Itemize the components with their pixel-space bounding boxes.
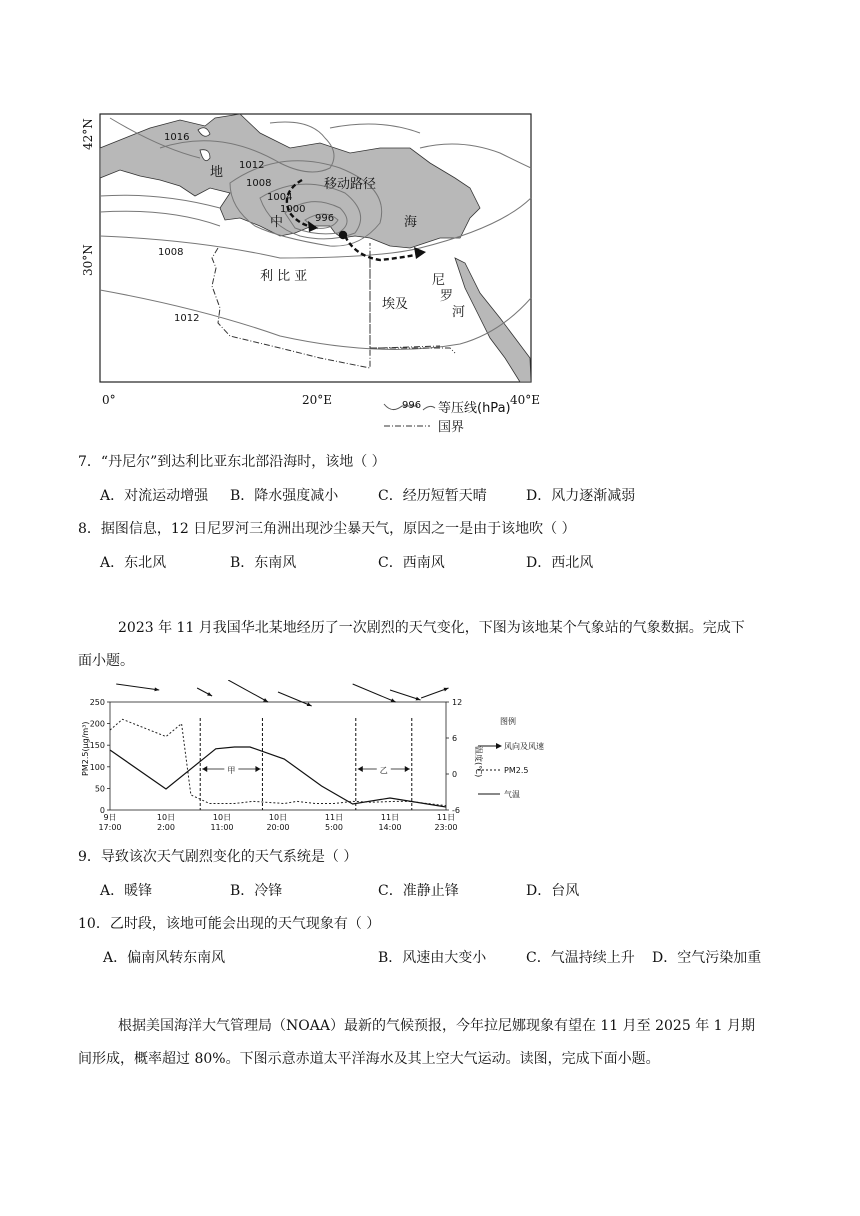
- period-arrow: [202, 766, 207, 772]
- isobar-label: 1000: [280, 204, 306, 215]
- period-arrow: [405, 766, 410, 772]
- isobar-label: 1012: [239, 160, 265, 171]
- x-tick-day: 10日: [212, 813, 232, 822]
- wind-arrow: [116, 684, 159, 690]
- label-zhong: 中: [270, 215, 284, 230]
- mediterranean-map: [80, 108, 550, 438]
- q10-option-a[interactable]: A．偏南风转东南风: [103, 950, 226, 966]
- label-nile: 罗: [440, 289, 454, 304]
- lat-label: 42°N: [81, 118, 95, 150]
- question-7: 7．“丹尼尔”到达利比亚东北部沿海时，该地（ ）: [78, 454, 386, 470]
- y-tick-label: 100: [89, 762, 105, 772]
- label-egypt: 埃及: [382, 297, 409, 312]
- q10-option-c[interactable]: C．气温持续上升: [526, 950, 635, 966]
- y2-tick-label: 0: [452, 770, 458, 779]
- y2-tick-label: 6: [452, 734, 458, 743]
- y-tick-label: 50: [94, 784, 105, 794]
- chart-series: [110, 719, 446, 807]
- intro-paragraph-3-line1: 根据美国海洋大气管理局（NOAA）最新的气候预报，今年拉尼娜现象有望在 11 月至 2025 年 1 月期: [118, 1018, 755, 1034]
- lon-label: 40°E: [510, 393, 541, 407]
- label-nile: 尼: [432, 273, 446, 288]
- x-tick-time: 20:00: [266, 823, 290, 832]
- lon-label: 0°: [102, 393, 116, 407]
- q8-option-c[interactable]: C．西南风: [378, 555, 445, 571]
- q9-option-c[interactable]: C．准静止锋: [378, 883, 459, 899]
- label-path: 移动路径: [324, 177, 377, 192]
- period-arrow: [358, 766, 363, 772]
- pm25-axis-title: PM2.5(μg/m³): [81, 721, 90, 776]
- q8-option-b[interactable]: B．东南风: [230, 555, 297, 571]
- period-arrow: [255, 766, 260, 772]
- wind-arrow: [278, 692, 312, 706]
- temperature-axis-title: 温度(℃): [474, 746, 483, 778]
- wind-arrow: [390, 690, 421, 700]
- period-markers: [200, 718, 412, 810]
- y-tick-label: 150: [89, 741, 105, 751]
- y-tick-label: 0: [99, 806, 105, 815]
- x-tick-day: 10日: [156, 813, 176, 822]
- legend-temp: 气温: [504, 790, 520, 799]
- wind-arrowhead: [154, 687, 159, 691]
- x-tick-day: 9日: [103, 813, 117, 822]
- wind-arrowhead: [307, 702, 312, 706]
- q8-option-a[interactable]: A．东北风: [100, 555, 167, 571]
- question-9: 9．导致该次天气剧烈变化的天气系统是（ ）: [78, 849, 358, 865]
- temperature-axis-ticks: [446, 698, 462, 815]
- period-label: 甲: [227, 766, 236, 775]
- y-tick-label: 200: [89, 719, 105, 729]
- q9-option-a[interactable]: A．暖锋: [100, 883, 153, 899]
- q9-option-b[interactable]: B．冷锋: [230, 883, 283, 899]
- label-nile: 河: [452, 305, 466, 320]
- legend-iso-text: 等压线(hPa): [438, 401, 511, 416]
- intro-paragraph-2-line2: 面小题。: [78, 653, 134, 669]
- pm25-line: [110, 719, 446, 805]
- wind-arrow: [228, 680, 268, 702]
- x-tick-day: 11日: [436, 813, 456, 822]
- q10-option-b[interactable]: B．风速由大变小: [378, 950, 487, 966]
- lat-label: 30°N: [81, 244, 95, 276]
- x-tick-day: 11日: [324, 813, 344, 822]
- plot-frame: [110, 702, 446, 810]
- isobar-label: 1004: [267, 192, 293, 203]
- intro-paragraph-3-line2: 间形成，概率超过 80%。下图示意赤道太平洋海水及其上空大气运动。读图，完成下面小题。: [78, 1051, 660, 1067]
- q7-option-c[interactable]: C．经历短暂天晴: [378, 488, 487, 504]
- y2-tick-label: -6: [452, 806, 460, 815]
- x-tick-time: 14:00: [378, 823, 402, 832]
- x-tick-time: 5:00: [325, 823, 343, 832]
- x-tick-day: 11日: [380, 813, 400, 822]
- q7-option-b[interactable]: B．降水强度减小: [230, 488, 339, 504]
- q9-option-d[interactable]: D．台风: [526, 883, 580, 899]
- wind-arrowhead: [416, 697, 421, 701]
- y2-tick-label: 12: [452, 698, 463, 707]
- legend-iso-value: 996: [402, 400, 422, 411]
- label-hai: 海: [404, 215, 418, 230]
- x-tick-time: 23:00: [434, 823, 458, 832]
- lon-label: 20°E: [302, 393, 333, 407]
- isobar-label: 996: [315, 213, 335, 224]
- legend-title: 图例: [500, 717, 516, 726]
- label-di: 地: [210, 165, 224, 180]
- label-libya: 利 比 亚: [260, 269, 308, 284]
- q7-option-a[interactable]: A．对流运动增强: [100, 488, 209, 504]
- legend-wind: 风向及风速: [504, 742, 544, 751]
- q7-option-d[interactable]: D．风力逐渐减弱: [526, 488, 636, 504]
- wind-arrowhead: [444, 688, 449, 692]
- legend-border-text: 国界: [438, 420, 465, 435]
- question-8: 8．据图信息，12 日尼罗河三角洲出现沙尘暴天气，原因之一是由于该地吹（ ）: [78, 521, 576, 537]
- period-label: 乙: [379, 766, 388, 775]
- temperature-line: [110, 747, 446, 807]
- isobar-label: 1012: [174, 313, 200, 324]
- q10-option-d[interactable]: D．空气污染加重: [652, 950, 762, 966]
- x-tick-time: 2:00: [157, 823, 175, 832]
- x-tick-time: 11:00: [210, 823, 234, 832]
- isobar-label: 1016: [164, 132, 190, 143]
- isobar-label: 1008: [158, 247, 184, 258]
- time-axis-ticks: [98, 813, 457, 832]
- question-10: 10．乙时段，该地可能会出现的天气现象有（ ）: [78, 916, 381, 932]
- weather-station-chart: [80, 680, 560, 840]
- x-tick-time: 17:00: [98, 823, 122, 832]
- isobar-label: 1008: [246, 178, 272, 189]
- x-tick-day: 10日: [268, 813, 288, 822]
- q8-option-d[interactable]: D．西北风: [526, 555, 594, 571]
- intro-paragraph-2-line1: 2023 年 11 月我国华北某地经历了一次剧烈的天气变化，下图为该地某个气象站的气象数据。完成下: [118, 620, 745, 636]
- pm25-axis-ticks: [90, 698, 110, 815]
- legend-pm25: PM2.5: [504, 766, 529, 775]
- wind-arrow: [353, 684, 396, 702]
- y-tick-label: 250: [89, 698, 105, 707]
